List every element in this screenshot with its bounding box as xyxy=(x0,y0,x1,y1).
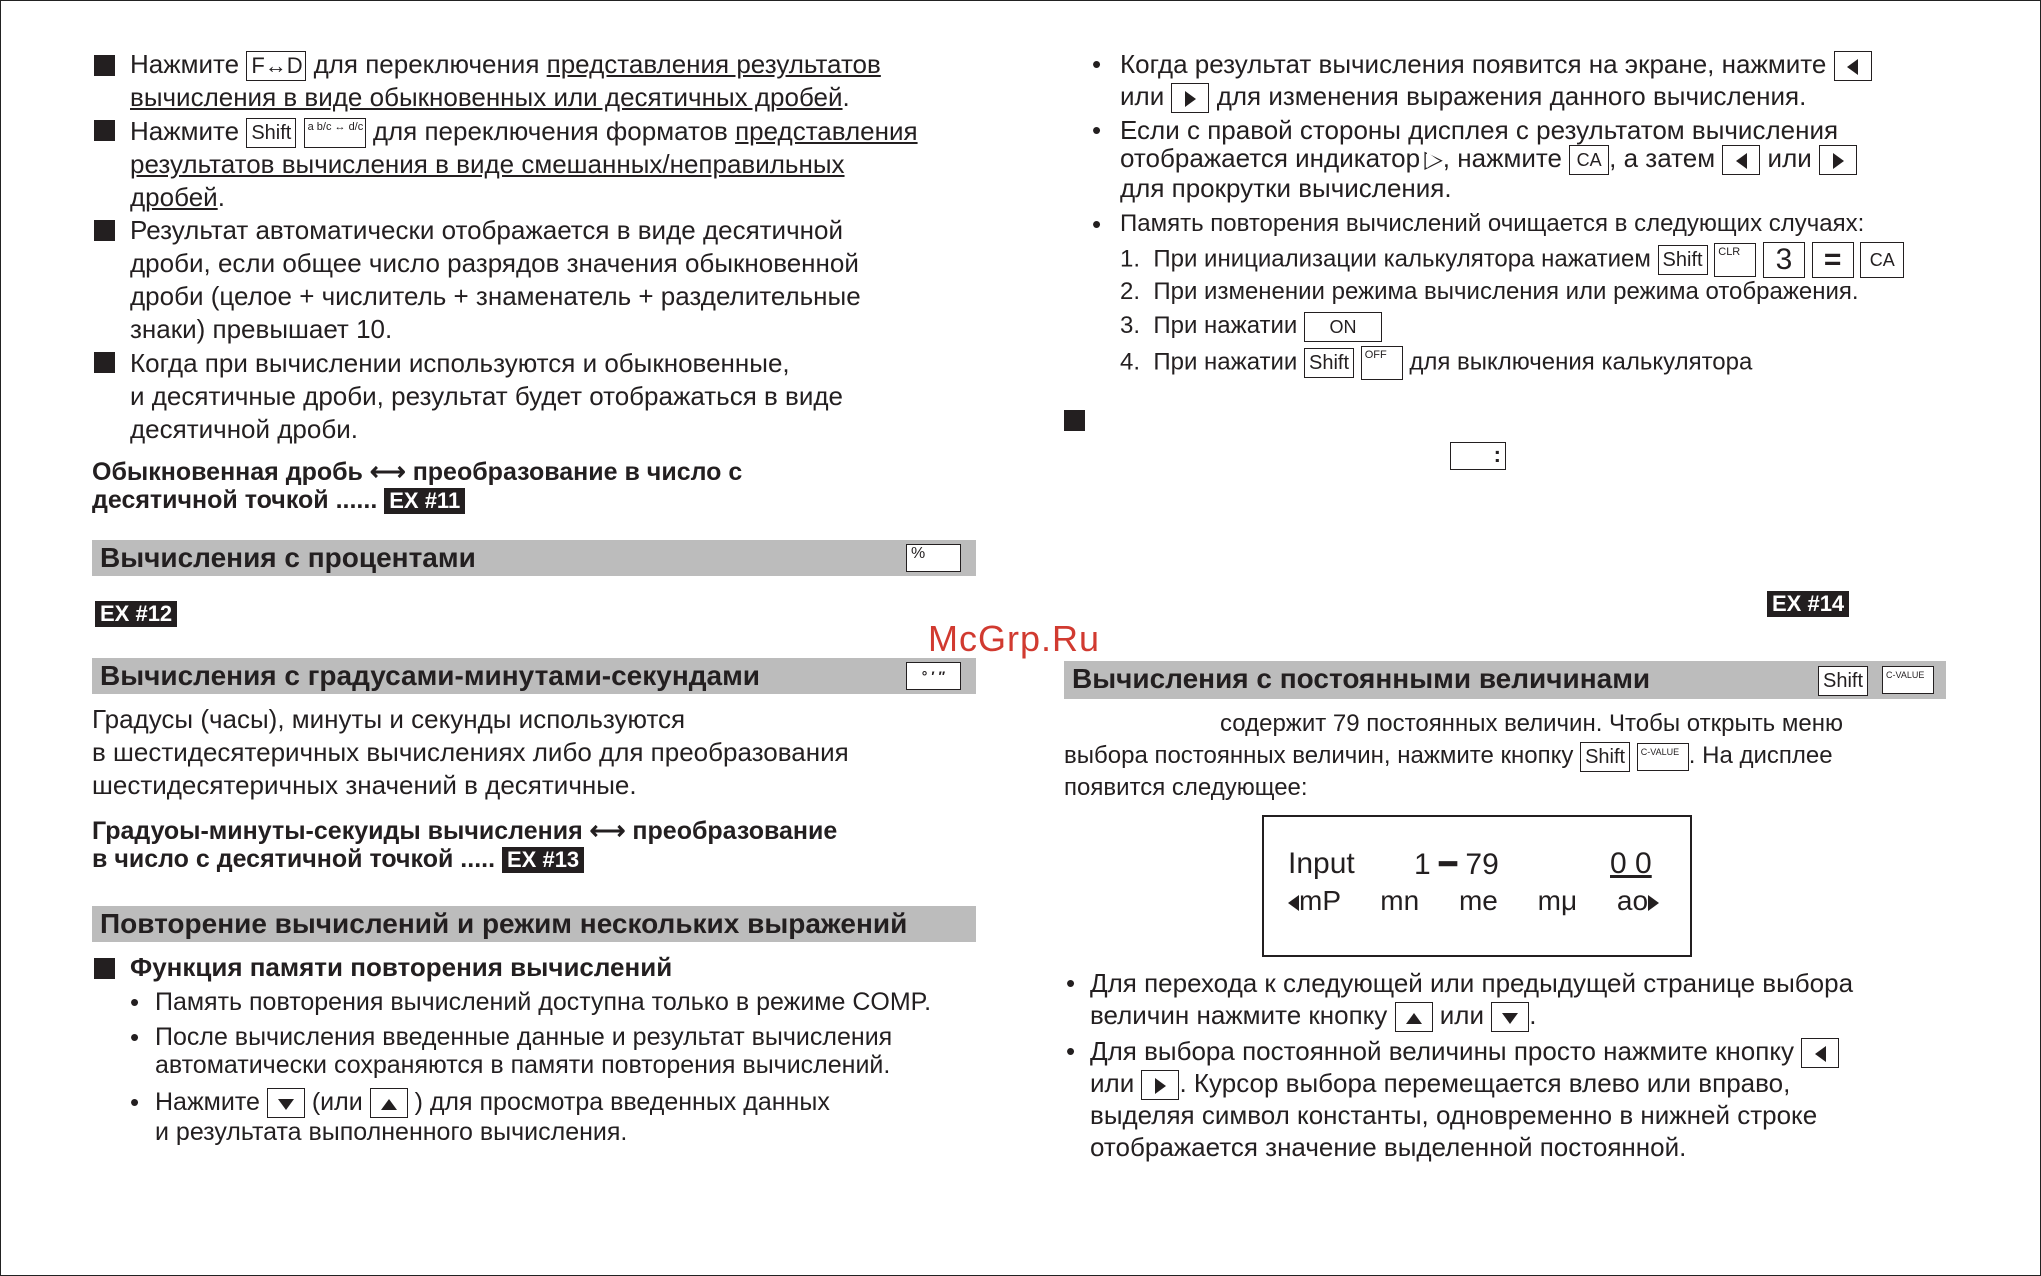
conv1-line1: Обыкновенная дробь ⟷ преобразование в число с xyxy=(92,458,743,486)
bullet-square xyxy=(94,958,115,979)
left-arrow-icon xyxy=(1736,153,1747,169)
dms-line1: Градусы (часы), минуты и секунды используются xyxy=(92,704,686,734)
r-b3-i4: 4. При нажатии Shift OFF для выключения калькулятора xyxy=(1120,346,1752,380)
left-scroll-icon xyxy=(1288,895,1299,911)
p4-line3: десятичной дроби. xyxy=(130,414,358,444)
bullet-square xyxy=(1064,410,1085,431)
section-dms: Вычисления с градусами-минутами-секундами xyxy=(92,658,976,694)
c-value-key: C-VALUE xyxy=(1882,666,1934,694)
up-arrow-icon xyxy=(1406,1013,1422,1024)
display-value: 0 0 xyxy=(1610,847,1652,880)
conv2-line1: Градуоы-минуты-секуиды вычисления ⟷ преобразование xyxy=(92,817,838,845)
p4-line1: Когда при вычислении используются и обыкновенные, xyxy=(130,348,790,378)
up-arrow-key xyxy=(370,1088,408,1118)
section-percent: Вычисления с процентами xyxy=(92,540,976,576)
conv2-line2: в число с десятичной точкой ..... EX #13 xyxy=(92,843,584,875)
p2-line1: Нажмите Shift a b/c ↔ d/c для переключения форматов представления xyxy=(130,115,918,148)
double-arrow-icon: ⟷ xyxy=(589,817,626,845)
bullet-dot: • xyxy=(1092,49,1102,79)
key-3: 3 xyxy=(1763,242,1805,278)
left-arrow-icon xyxy=(1847,59,1858,75)
r-b1-l2: или для изменения выражения данного вычисления. xyxy=(1120,80,1806,113)
r-b3-i1: 1. При инициализации калькулятора нажатием Shift CLR 3 = CA xyxy=(1120,242,1904,278)
replay-b2-l2: автоматически сохраняются в памяти повторения вычислений. xyxy=(155,1051,891,1079)
p2-line3: дробей. xyxy=(130,182,225,212)
bullet-dot: • xyxy=(1092,115,1102,145)
scroll-indicator-icon xyxy=(1427,152,1438,168)
abc-key: a b/c ↔ d/c xyxy=(304,118,366,148)
display-input-label: Input xyxy=(1288,847,1355,880)
p1-line1: Нажмите F↔D для переключения представления результатов xyxy=(130,48,881,81)
p4-line2: и десятичные дроби, результат будет отображаться в виде xyxy=(130,381,844,411)
percent-key: % xyxy=(906,544,961,572)
down-arrow-key xyxy=(267,1088,305,1118)
double-arrow-icon: ⟷ xyxy=(369,458,406,486)
replay-b1: Память повторения вычислений доступна только в режиме COMP. xyxy=(155,988,932,1016)
r-b2-l2: отображается индикатор ▷, нажмите CA , а затем или xyxy=(1120,142,1857,176)
r-b2-l3: для прокрутки вычисления. xyxy=(1120,173,1452,203)
bullet-dot: • xyxy=(130,987,140,1017)
ex11-tag: EX #11 xyxy=(384,488,465,514)
section-replay: Повторение вычислений и режим нескольких выражений xyxy=(92,906,976,942)
dms-line3: шестидесятеричных значений в десятичные. xyxy=(92,770,637,800)
nav1-l1: Для перехода к следующей или предыдущей странице выбора xyxy=(1090,968,1854,998)
ca-key: CA xyxy=(1569,145,1609,175)
bullet-dot: • xyxy=(130,1087,140,1117)
bullet-dot: • xyxy=(1066,1036,1076,1066)
bullet-square xyxy=(94,55,115,76)
section-constants: Вычисления с постоянными величинами xyxy=(1064,661,1946,699)
shift-key: Shift xyxy=(1658,245,1708,275)
colon-key: : xyxy=(1450,442,1506,470)
left-arrow-key xyxy=(1722,145,1760,175)
left-arrow-key xyxy=(1834,51,1872,81)
r-b3-i3: 3. При нажатии ON xyxy=(1120,310,1382,342)
right-arrow-icon xyxy=(1185,91,1196,107)
conv1-line2: десятичной точкой ...... EX #11 xyxy=(92,484,465,516)
const-l2: выбора постоянных величин, нажмите кнопку Shift C-VALUE . На дисплее xyxy=(1064,740,1833,772)
ex13-tag: EX #13 xyxy=(502,847,584,873)
ex12-tag: EX #12 xyxy=(95,601,177,627)
dms-key: ° ′ ″ xyxy=(906,662,961,690)
nav2-l2: или . Курсор выбора перемещается влево или вправо, xyxy=(1090,1067,1790,1100)
nav1-l2: величин нажмите кнопку или . xyxy=(1090,999,1536,1032)
r-b2-l1: Если с правой стороны дисплея с результатом вычисления xyxy=(1120,115,1839,145)
ex12-tag-wrap xyxy=(95,597,177,628)
p2-line2: результатов вычисления в виде смешанных/неправильных xyxy=(130,149,845,179)
bullet-dot: • xyxy=(130,1022,140,1052)
p1-line2: вычисления в виде обыкновенных или десятичных дробей. xyxy=(130,82,850,112)
const-l1: содержит 79 постоянных величин. Чтобы открыть меню xyxy=(1220,710,1843,737)
right-arrow-key xyxy=(1141,1070,1179,1100)
ex14-tag-wrap xyxy=(1767,587,1849,618)
nav2-l1: Для выбора постоянной величины просто нажмите кнопку xyxy=(1090,1035,1839,1068)
up-arrow-icon xyxy=(381,1099,397,1110)
down-arrow-icon xyxy=(278,1099,294,1110)
const-l3: появится следующее: xyxy=(1064,774,1308,801)
right-arrow-icon xyxy=(1155,1078,1166,1094)
nav2-l4: отображается значение выделенной постоянной. xyxy=(1090,1132,1687,1162)
calculator-display xyxy=(1262,815,1692,957)
off-key: OFF xyxy=(1361,346,1403,380)
up-arrow-key xyxy=(1395,1002,1433,1032)
watermark: McGrp.Ru xyxy=(928,618,1101,659)
clr-key: CLR xyxy=(1714,243,1756,277)
replay-b3-l2: и результата выполненного вычисления. xyxy=(155,1118,628,1146)
r-b1-l1: Когда результат вычисления появится на экране, нажмите xyxy=(1120,48,1872,81)
bullet-dot: • xyxy=(1066,968,1076,998)
display-range: 1 ━ 79 xyxy=(1414,848,1499,881)
nav2-l3: выделяя символ константы, одновременно в нижней строке xyxy=(1090,1100,1818,1130)
bullet-square xyxy=(94,120,115,141)
dms-line2: в шестидесятеричных вычислениях либо для преобразования xyxy=(92,737,849,767)
down-arrow-key xyxy=(1491,1002,1529,1032)
replay-b2-l1: После вычисления введенные данные и результат вычисления xyxy=(155,1023,893,1051)
r-b3-head: Память повторения вычислений очищается в следующих случаях: xyxy=(1120,210,1865,237)
p3-line1: Результат автоматически отображается в виде десятичной xyxy=(130,215,843,245)
right-arrow-key xyxy=(1171,83,1209,113)
right-scroll-icon xyxy=(1648,895,1659,911)
f-d-key: F↔D xyxy=(246,51,306,81)
left-arrow-icon xyxy=(1815,1046,1826,1062)
ex14-tag: EX #14 xyxy=(1767,591,1849,617)
replay-b3-l1: Нажмите (или ) для просмотра введенных данных xyxy=(155,1086,830,1118)
p3-line4: знаки) превышает 10. xyxy=(130,314,393,344)
bullet-dot: • xyxy=(1092,209,1102,239)
ca-key: CA xyxy=(1860,242,1904,278)
replay-heading: Функция памяти повторения вычислений xyxy=(130,952,673,982)
bullet-square xyxy=(94,220,115,241)
equals-key: = xyxy=(1812,242,1854,278)
display-items: mP mn me mμ ao xyxy=(1288,885,1659,917)
shift-key: Shift xyxy=(246,118,296,148)
shift-key: Shift xyxy=(1580,742,1630,772)
p3-line2: дроби, если общее число разрядов значения обыкновенной xyxy=(130,248,859,278)
bullet-square xyxy=(94,352,115,373)
shift-key: Shift xyxy=(1818,666,1868,696)
r-b3-i2: 2. При изменении режима вычисления или режима отображения. xyxy=(1120,278,1859,305)
on-key: ON xyxy=(1304,312,1382,342)
p3-line3: дроби (целое + числитель + знаменатель + разделительные xyxy=(130,281,861,311)
c-value-key: C-VALUE xyxy=(1637,743,1689,771)
shift-key: Shift xyxy=(1304,348,1354,378)
right-arrow-key xyxy=(1819,145,1857,175)
right-arrow-icon xyxy=(1833,153,1844,169)
left-arrow-key xyxy=(1801,1038,1839,1068)
down-arrow-icon xyxy=(1502,1013,1518,1024)
